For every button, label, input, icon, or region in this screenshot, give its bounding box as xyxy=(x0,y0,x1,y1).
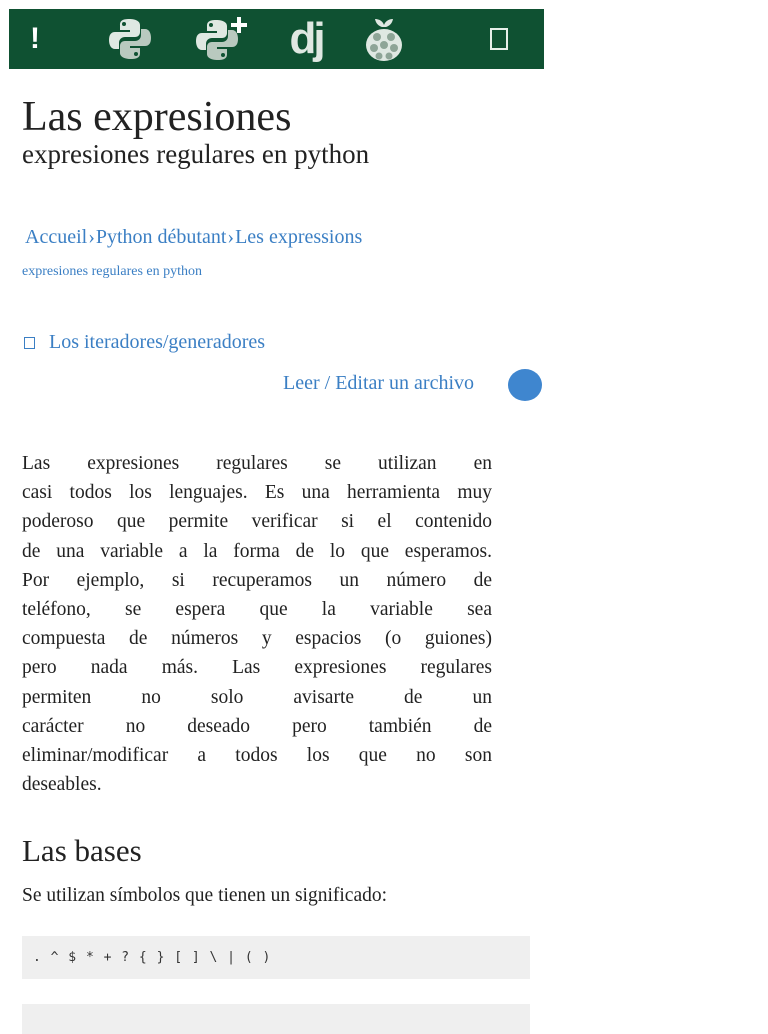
code-block xyxy=(22,1004,530,1034)
exclamation-icon[interactable]: ! xyxy=(30,22,40,55)
paragraph-line: poderoso que permite verificar si el contenido xyxy=(22,511,492,533)
raspberry-pi-icon[interactable] xyxy=(361,9,407,69)
paragraph-line: pero nada más. Las expresiones regulares xyxy=(22,657,492,679)
paragraph-line: teléfono, se espera que la variable sea xyxy=(22,599,492,621)
breadcrumb-separator: › xyxy=(227,226,235,248)
prev-article-label: Los iteradores/generadores xyxy=(49,331,266,353)
section-text: Se utilizan símbolos que tienen un significado: xyxy=(22,885,388,906)
next-arrow-icon[interactable] xyxy=(508,369,542,401)
code-block: . ^ $ * + ? { } [ ] \ | ( ) xyxy=(22,936,530,979)
breadcrumb-current: expresiones regulares en python xyxy=(22,264,202,279)
django-icon[interactable]: dj xyxy=(289,14,323,63)
paragraph-line: de una variable a la forma de lo que esperamos. xyxy=(22,540,492,562)
page-subtitle: expresiones regulares en python xyxy=(22,139,370,169)
prev-article-link[interactable] xyxy=(22,331,265,354)
breadcrumb-item-expressions[interactable]: Les expressions xyxy=(235,226,363,248)
python-icon[interactable] xyxy=(105,9,155,69)
breadcrumb-separator: › xyxy=(88,226,95,248)
paragraph-line: permiten no solo avisarte de un xyxy=(22,686,492,708)
page-title: Las expresiones xyxy=(22,94,292,140)
breadcrumb-item-python-debutant[interactable]: Python débutant xyxy=(95,226,227,248)
top-nav-bar xyxy=(9,9,544,69)
next-article-link[interactable]: Leer / Editar un archivo xyxy=(283,372,475,394)
section-heading: Las bases xyxy=(22,833,142,868)
paragraph-line: Las expresiones regulares se utilizan en xyxy=(22,453,492,474)
paragraph-line: casi todos los lenguajes. Es una herramienta muy xyxy=(22,482,492,504)
paragraph-line: eliminar/modificar a todos los que no son xyxy=(22,745,492,767)
python-plus-icon[interactable] xyxy=(195,9,251,69)
breadcrumb-item-home[interactable]: Accueil xyxy=(25,226,88,248)
paragraph-line: Por ejemplo, si recuperamos un número de xyxy=(22,569,492,591)
paragraph-line: deseables. xyxy=(22,774,102,796)
paragraph-line: carácter no deseado pero también de xyxy=(22,715,492,737)
paragraph-line: compuesta de números y espacios (o guiones) xyxy=(22,628,492,650)
prev-arrow-icon xyxy=(24,337,35,349)
intro-paragraph xyxy=(22,449,492,799)
breadcrumb xyxy=(25,224,362,250)
menu-toggle-icon[interactable] xyxy=(487,9,511,69)
